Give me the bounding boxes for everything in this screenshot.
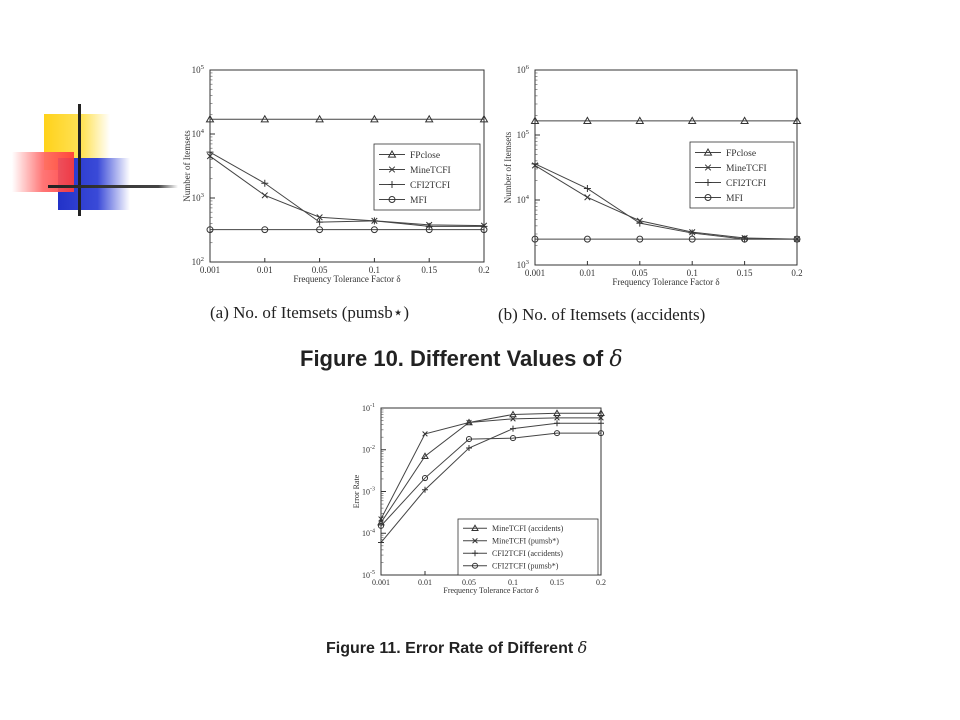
chart-itemsets-pumsb [184,58,504,298]
x-tick-label: 0.001 [524,268,546,278]
legend [374,144,480,210]
y-tick-label: $10^{-3}$ [362,486,375,497]
series-line-cfi2tcfi-pumsb [381,433,601,526]
legend-label: MineTCFI (pumsb*) [492,536,559,546]
legend-label: CFI2TCFI [410,180,451,191]
y-tick-label: $10^6$ [516,64,529,76]
x-tick-label: 0.15 [550,578,564,587]
x-tick-label: 0.05 [311,265,328,275]
legend-label: CFI2TCFI (pumsb*) [492,561,559,571]
y-tick-label: $10^{-5}$ [362,570,375,580]
data-point-cfi2tcfi [584,185,591,192]
y-axis-label: Number of Itemsets [503,131,513,204]
x-tick-label: 0.01 [256,265,273,275]
y-tick-label: $10^{-1}$ [362,403,375,413]
logo-horizontal-line [48,185,178,188]
series-line-minetcfi-accidents [381,413,601,522]
legend-label: FPclose [410,150,441,161]
figure-10-caption [300,346,623,372]
x-tick-label: 0.2 [596,578,606,587]
x-tick-label: 0.001 [199,265,221,275]
figure-11-caption [326,638,587,658]
chart-itemsets-accidents [492,58,812,298]
x-tick-label: 0.1 [508,578,518,587]
x-tick-label: 0.01 [579,268,596,278]
y-tick-label: $10^4$ [191,128,204,140]
x-axis-label: Frequency Tolerance Factor δ [293,274,401,284]
delta-symbol: δ [609,347,623,372]
y-tick-label: $10^3$ [516,259,529,271]
data-point-cfi2tcfi [207,149,214,156]
legend [690,142,794,208]
legend-label: CFI2TCFI (accidents) [492,549,563,559]
data-point-cfi2tcfi-accidents [598,420,604,426]
legend-label: MFI [410,195,427,206]
legend-label: MFI [726,193,743,204]
legend-label: MineTCFI [726,163,767,174]
logo-vertical-line [78,104,81,216]
x-tick-label: 0.1 [368,265,381,275]
data-point-cfi2tcfi [261,180,268,187]
subcaption-a: (a) No. of Itemsets (pumsb⋆) [210,303,410,322]
y-tick-label: $10^{-2}$ [362,444,375,455]
y-axis-label: Error Rate [352,474,361,509]
y-axis-label: Number of Itemsets [182,130,192,202]
x-tick-label: 0.15 [421,265,438,275]
figure-11-text: Figure 11. Error Rate of Different [326,640,574,657]
y-tick-label: $10^2$ [191,256,204,268]
data-point-cfi2tcfi-accidents [554,420,560,426]
y-tick-label: $10^5$ [191,64,204,76]
data-point-cfi2tcfi [532,160,539,167]
legend-label: MineTCFI (accidents) [492,524,564,534]
data-point-cfi2tcfi [689,230,696,237]
delta-symbol: δ [577,638,588,657]
x-tick-label: 0.001 [372,578,390,587]
legend-label: CFI2TCFI [726,178,767,189]
y-tick-label: $10^3$ [191,192,204,204]
plot-group [182,64,490,284]
x-tick-label: 0.2 [791,268,803,278]
x-tick-label: 0.15 [736,268,753,278]
data-point-minetcfi [585,195,591,201]
legend [458,519,598,575]
y-tick-label: $10^4$ [516,194,529,206]
x-tick-label: 0.01 [418,578,432,587]
x-tick-label: 0.1 [686,268,698,278]
y-tick-label: $10^{-4}$ [362,528,375,539]
x-tick-label: 0.05 [462,578,476,587]
data-point-minetcfi [262,193,268,199]
x-axis-label: Frequency Tolerance Factor δ [612,277,720,287]
x-axis-label: Frequency Tolerance Factor δ [443,586,539,595]
data-point-cfi2tcfi-accidents [510,426,516,432]
legend-label: MineTCFI [410,165,451,176]
plot-group [352,403,606,595]
y-tick-label: $10^5$ [516,129,529,141]
plot-group [503,64,803,287]
chart-error-rate [338,398,618,608]
figure-10-text: Figure 10. Different Values of [300,346,604,371]
subcaption-b: (b) No. of Itemsets (accidents) [498,305,706,324]
x-tick-label: 0.05 [631,268,648,278]
decorative-logo [0,0,200,240]
data-point-cfi2tcfi [636,220,643,227]
legend-label: FPclose [726,148,757,159]
x-tick-label: 0.2 [478,265,490,275]
